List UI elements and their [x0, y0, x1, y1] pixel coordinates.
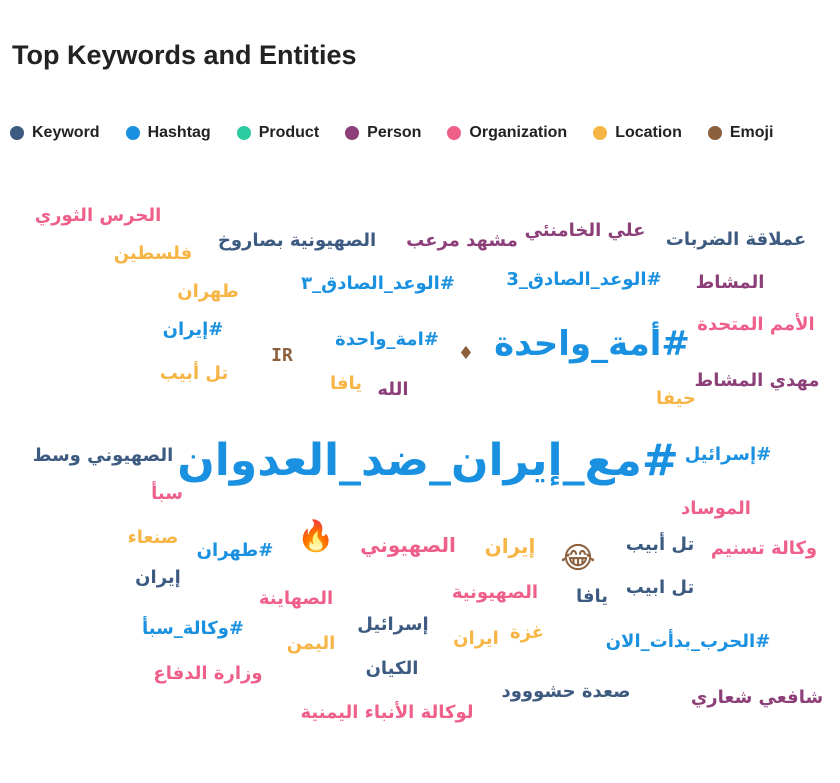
word-hashtag-27[interactable]: طهران#	[196, 540, 274, 561]
word-location-20[interactable]: حيفا	[655, 388, 697, 409]
word-person-5[interactable]: مشهد مرعب	[406, 230, 518, 251]
word-keyword-46[interactable]: الكيان	[365, 658, 419, 679]
word-organization-2[interactable]: الحرس الثوري	[34, 205, 162, 226]
word-organization-24[interactable]: سبأ	[151, 483, 183, 504]
word-location-41[interactable]: غزة	[509, 622, 545, 643]
word-location-3[interactable]: فلسطين	[113, 243, 193, 264]
word-emoji-15[interactable]: ♦	[457, 343, 475, 364]
word-location-42[interactable]: ايران	[453, 628, 499, 649]
word-organization-35[interactable]: الصهاينة	[258, 588, 334, 609]
word-hashtag-23[interactable]: إسرائيل#	[684, 444, 772, 465]
word-location-18[interactable]: يافا	[329, 373, 363, 394]
word-keyword-32[interactable]: تل أبيب	[625, 534, 695, 555]
word-organization-49[interactable]: لوكالة الأنباء اليمنية	[300, 702, 474, 723]
legend-label-person: Person	[367, 124, 422, 141]
word-keyword-4[interactable]: الصهيونية بصاروخ	[217, 230, 377, 251]
word-person-11[interactable]: المشاط	[695, 272, 765, 293]
word-keyword-38[interactable]: تل ابيب	[625, 577, 695, 598]
word-hashtag-14[interactable]: امة_واحدة#	[335, 329, 439, 350]
word-hashtag-0[interactable]: مع_إيران_ضد_العدوان#	[177, 435, 679, 486]
legend-label-emoji: Emoji	[729, 124, 774, 141]
word-location-44[interactable]: اليمن	[286, 633, 336, 654]
word-location-17[interactable]: تل أبيب	[159, 363, 229, 384]
word-organization-16[interactable]: الأمم المتحدة	[697, 314, 815, 335]
word-location-26[interactable]: صنعاء	[127, 527, 179, 548]
word-person-6[interactable]: علي الخامنئي	[524, 220, 646, 241]
word-hashtag-1[interactable]: أمة_واحدة#	[494, 324, 690, 364]
word-keyword-47[interactable]: صعدة حشووود	[501, 681, 631, 702]
legend-label-location: Location	[615, 124, 682, 141]
word-hashtag-12[interactable]: إيران#	[162, 319, 224, 340]
legend-label-product: Product	[258, 124, 320, 141]
word-organization-45[interactable]: وزارة الدفاع	[153, 663, 263, 684]
word-keyword-7[interactable]: عملاقة الضربات	[665, 229, 807, 250]
word-keyword-40[interactable]: إسرائيل	[357, 614, 429, 635]
word-person-19[interactable]: الله	[377, 379, 409, 400]
word-organization-25[interactable]: الموساد	[681, 498, 751, 519]
chart-title: Top Keywords and Entities	[12, 40, 357, 70]
word-person-48[interactable]: شافعي شعاري	[690, 687, 824, 708]
word-emoji-31[interactable]: 😂	[560, 541, 596, 576]
word-hashtag-9[interactable]: الوعد_الصادق_٣#	[301, 273, 455, 294]
word-keyword-37[interactable]: يافا	[575, 586, 609, 607]
word-organization-33[interactable]: وكالة تسنيم	[710, 538, 818, 559]
word-hashtag-10[interactable]: الوعد_الصادق_3#	[506, 269, 662, 290]
legend-label-organization: Organization	[469, 124, 568, 141]
word-person-21[interactable]: مهدي المشاط	[694, 370, 820, 391]
word-keyword-22[interactable]: الصهيوني وسط	[32, 445, 174, 466]
word-emoji-28[interactable]: 🔥	[297, 519, 335, 554]
word-organization-36[interactable]: الصهيونية	[451, 582, 539, 603]
word-location-8[interactable]: طهران	[177, 281, 239, 302]
legend-label-hashtag: Hashtag	[147, 124, 211, 141]
word-location-30[interactable]: إيران	[484, 534, 536, 558]
word-hashtag-39[interactable]: وكالة_سبأ#	[142, 618, 244, 639]
word-organization-29[interactable]: الصهيوني	[360, 533, 456, 557]
word-hashtag-43[interactable]: الحرب_بدأت_الان#	[605, 631, 771, 652]
legend-label-keyword: Keyword	[32, 124, 100, 141]
word-emoji-13[interactable]: IR	[271, 345, 293, 366]
word-keyword-34[interactable]: إيران	[135, 567, 181, 588]
